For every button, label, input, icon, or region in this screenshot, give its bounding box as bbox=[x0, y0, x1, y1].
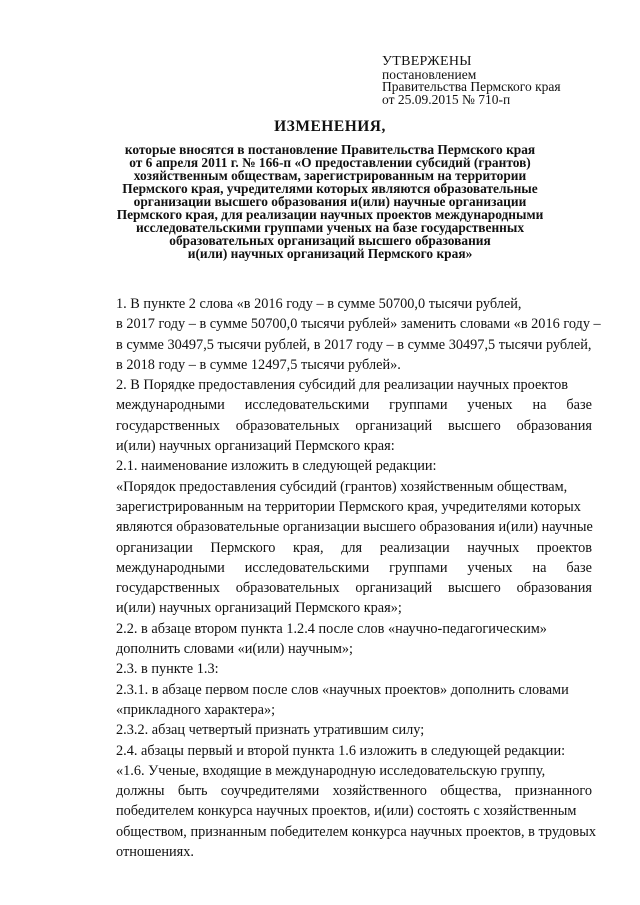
paragraph-2-2: 2.2. в абзаце втором пункта 1.2.4 после слов «научно-педагогическим» дополнить словами «и(или) научным»; bbox=[116, 620, 547, 658]
document-heading bbox=[60, 118, 600, 260]
paragraph-2-3-2: 2.3.2. абзац четвертый признать утратившим силу; bbox=[116, 722, 425, 739]
subtitle-line: образовательных организаций высшего образования bbox=[169, 233, 491, 248]
subtitle-line: исследовательскими группами ученых на базе государственных bbox=[135, 220, 525, 235]
document-subtitle bbox=[60, 143, 600, 260]
paragraph-1: 1. В пункте 2 слова «в 2016 году – в сумме 50700,0 тысячи рублей, в 2017 году – в сумме 50700,0 тысячи рублей» заменить словами «в 2016 году – в сумме 30497,5 тысячи рублей, в 2017 году – в сумме 30497,5 тысячи рублей, в 2018 году – в сумме 12497,5 тысячи рублей». bbox=[116, 296, 601, 373]
paragraph-2-3: 2.3. в пункте 1.3: bbox=[116, 661, 219, 678]
paragraph-1-6: «1.6. Ученые, входящие в международную исследовательскую группу, должны быть соучредителями хозяйственного общества, признанного победителем конкурса научных проектов, и(или) состоять с хозяйственным обществом, признанным победителем конкурса научных проектов, в трудовых отношениях. bbox=[116, 762, 597, 861]
approval-stamp bbox=[382, 56, 561, 106]
paragraph-new-title: «Порядок предоставления субсидий (грантов) хозяйственным обществам, зарегистрированным на территории Пермского края, учредителями которых являются образовательные организации высшего образования и(или) научные организации Пермского края, для реализации научных проектов международными исследовательскими группами ученых на базе государственных образовательных организаций высшего образования и(или) научных организаций Пермского края»; bbox=[116, 478, 593, 617]
subtitle-line: Пермского края, для реализации научных проектов международными bbox=[116, 207, 544, 222]
approval-line: постановлением bbox=[382, 66, 477, 82]
subtitle-line: и(или) научных организаций Пермского края» bbox=[187, 246, 473, 261]
document-title: ИЗМЕНЕНИЯ, bbox=[274, 118, 386, 135]
paragraph-2: 2. В Порядке предоставления субсидий для реализации научных проектов международными исследовательскими группами ученых на базе государственных образовательных организаций высшего образования и(или) научных организаций Пермского края: bbox=[116, 377, 592, 455]
approval-title: УТВЕРЖЕНЫ bbox=[382, 54, 472, 69]
subtitle-line: организации высшего образования и(или) научные организации bbox=[133, 194, 527, 209]
subtitle-line: Пермского края, учредителями которых являются образовательные bbox=[122, 181, 538, 196]
approval-line: Правительства Пермского края bbox=[382, 79, 561, 94]
subtitle-line: которые вносятся в постановление Правительства Пермского края bbox=[124, 142, 536, 157]
paragraph-2-1: 2.1. наименование изложить в следующей редакции: bbox=[116, 458, 437, 475]
subtitle-line: хозяйственным обществам, зарегистрированным на территории bbox=[133, 168, 527, 183]
paragraph-2-3-1: 2.3.1. в абзаце первом после слов «научных проектов» дополнить словами «прикладного характера»; bbox=[116, 681, 569, 718]
paragraph-2-4: 2.4. абзацы первый и второй пункта 1.6 изложить в следующей редакции: bbox=[116, 742, 566, 759]
document-body bbox=[88, 294, 601, 862]
approval-line: от 25.09.2015 № 710-п bbox=[382, 91, 511, 107]
subtitle-line: от 6 апреля 2011 г. № 166-п «О предоставлении субсидий (грантов) bbox=[129, 155, 531, 170]
